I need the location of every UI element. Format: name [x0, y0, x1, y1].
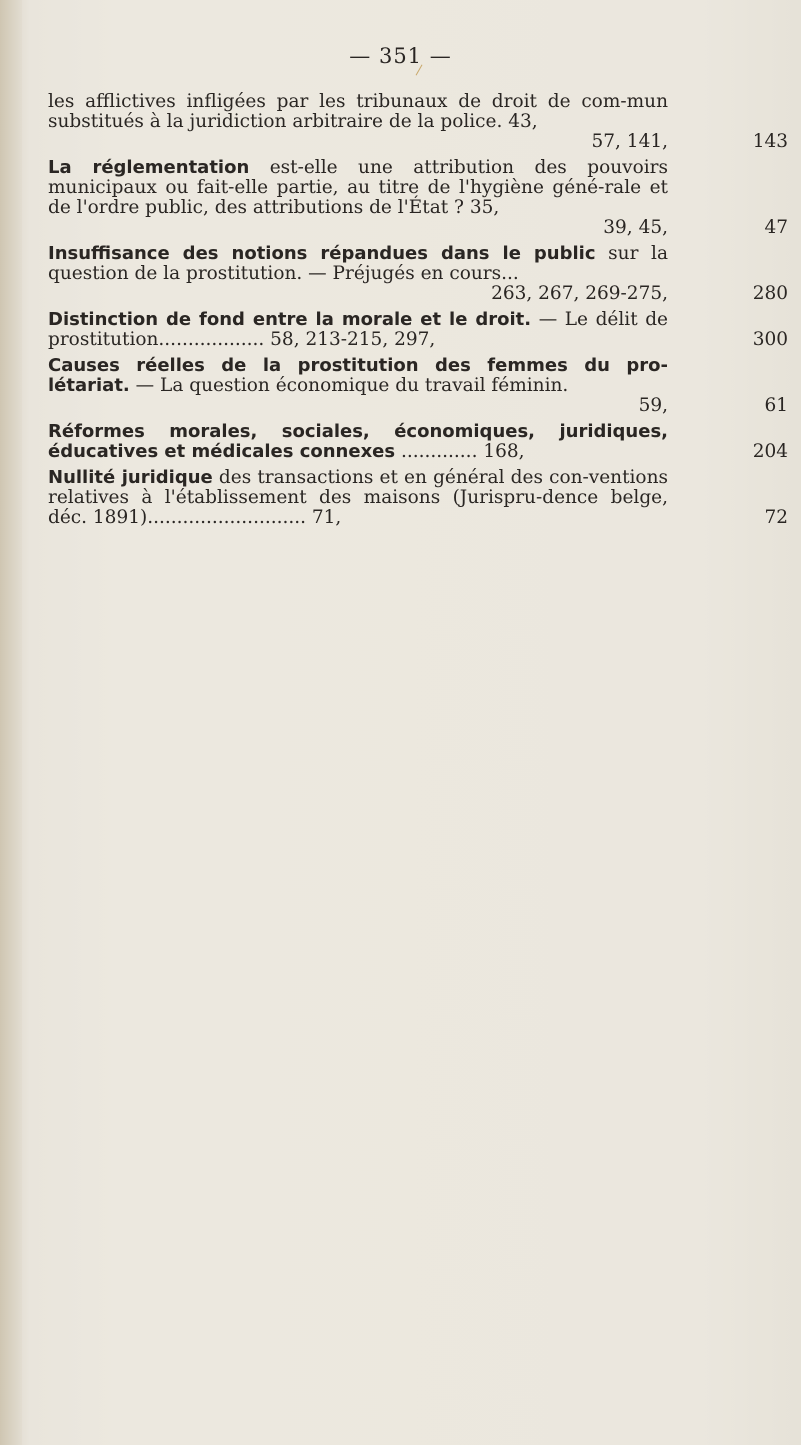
entry-page: 143	[752, 131, 788, 152]
entry-page: 61	[764, 395, 788, 416]
index-entry	[48, 468, 788, 528]
entry-text: ............. 168,	[401, 441, 525, 462]
entry-page: 47	[764, 217, 788, 238]
entry-page: 204	[752, 441, 788, 462]
index-entry	[48, 422, 788, 462]
index-entry	[48, 310, 788, 350]
entry-text: sur la question de la prostitution. — Préjugés en cours...	[48, 243, 668, 284]
entry-refs: 57, 141,	[591, 131, 668, 152]
entry-text: — La question économique du travail féminin.	[135, 375, 569, 396]
entry-heading: Causes réelles de la prostitution des femmes du pro-létariat.	[48, 355, 668, 396]
page-number: — 351 —	[349, 44, 452, 68]
entry-page: 300	[752, 329, 788, 350]
entry-page: 280	[752, 283, 788, 304]
index-entry	[48, 158, 788, 238]
entry-heading: Nullité juridique	[48, 467, 213, 488]
entry-heading: Réformes morales, sociales, économiques, juridiques, éducatives et médicales connexes	[48, 421, 668, 462]
entry-page: 72	[764, 507, 788, 528]
entry-text: est-elle une attribution des pouvoirs municipaux ou fait-elle partie, au titre de l'hygiène géné-rale et de l'ordre public, des attributions de l'État ? 35,	[48, 157, 668, 218]
entry-text: les afflictives infligées par les tribunaux de droit de com-mun substitués à la juridiction arbitraire de la police. 43,	[48, 91, 668, 132]
entry-refs: 39, 45,	[603, 217, 668, 238]
entry-heading: Insuffisance des notions répandues dans le public	[48, 243, 596, 264]
index-entry	[48, 356, 788, 416]
entry-refs: 263, 267, 269-275,	[491, 283, 668, 304]
index-entry	[48, 244, 788, 304]
index-entries	[48, 92, 788, 534]
index-entry	[48, 92, 788, 152]
entry-heading: La réglementation	[48, 157, 250, 178]
binding-gutter	[0, 0, 22, 1445]
entry-refs: 59,	[638, 395, 668, 416]
entry-text: des transactions et en général des con-ventions relatives à l'établissement des maisons (Jurispru-dence belge, déc. 1891)........................... 71,	[48, 467, 668, 528]
entry-text: — Le délit de prostitution.................. 58, 213-215, 297,	[48, 309, 668, 350]
entry-heading: Distinction de fond entre la morale et le droit.	[48, 309, 532, 330]
